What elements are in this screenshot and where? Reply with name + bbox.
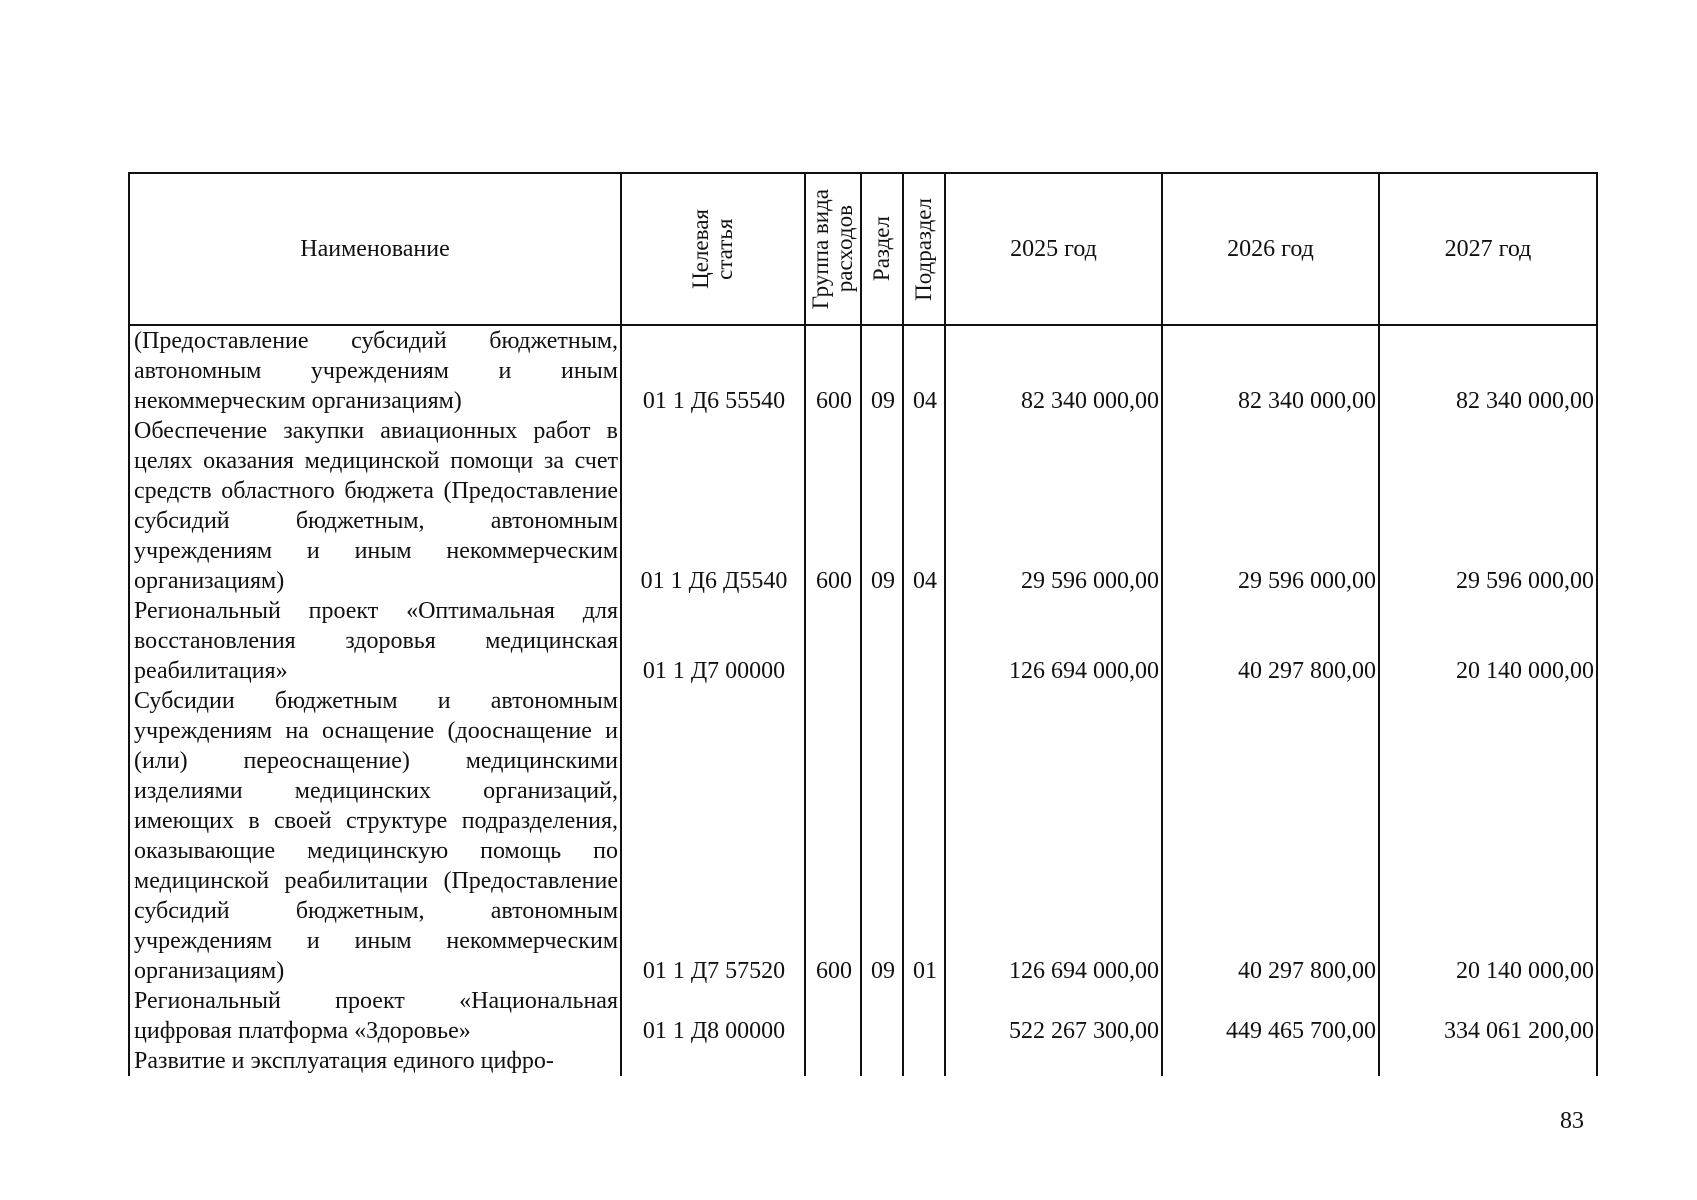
cell-target-article: 01 1 Д6 55540 [621,325,805,416]
cell-section [861,596,903,686]
cell-2026: 40 297 800,00 [1162,686,1379,986]
cell-2025 [945,1046,1162,1076]
cell-2025: 126 694 000,00 [945,686,1162,986]
cell-expense-group [805,1046,861,1076]
cell-section [861,986,903,1046]
header-target-article: Целевая статья [621,173,805,325]
cell-section [861,1046,903,1076]
cell-expense-group: 600 [805,416,861,596]
cell-name: Субсидии бюджетным и автономным учреждениям на оснащение (дооснащение и (или) переоснащение) медицинскими изделиями медицинских организаций, имеющих в своей структуре подразделения, оказывающие медицинскую помощь по медицинской реабилитации (Предоставление субсидий бюджетным, автономным учреждениям и иным некоммерческим организациям) [129,686,621,986]
cell-subsection: 01 [903,686,945,986]
cell-2027: 29 596 000,00 [1379,416,1597,596]
cell-target-article [621,1046,805,1076]
cell-name: Региональный проект «Национальная цифровая платформа «Здоровье» [129,986,621,1046]
cell-subsection [903,596,945,686]
cell-subsection [903,986,945,1046]
cell-section: 09 [861,686,903,986]
header-year-2026: 2026 год [1162,173,1379,325]
budget-table [128,172,1598,1076]
cell-2027: 20 140 000,00 [1379,686,1597,986]
header-year-2025: 2025 год [945,173,1162,325]
cell-name: Региональный проект «Оптимальная для восстановления здоровья медицинская реабилитация» [129,596,621,686]
cell-section: 09 [861,416,903,596]
cell-expense-group: 600 [805,325,861,416]
page-number: 83 [1560,1108,1584,1134]
cell-2025: 522 267 300,00 [945,986,1162,1046]
cell-2026: 449 465 700,00 [1162,986,1379,1046]
cell-2027 [1379,1046,1597,1076]
cell-subsection [903,1046,945,1076]
cell-2025: 82 340 000,00 [945,325,1162,416]
header-year-2027: 2027 год [1379,173,1597,325]
header-name: Наименование [129,173,621,325]
cell-target-article: 01 1 Д7 00000 [621,596,805,686]
table-row [129,1046,1597,1076]
cell-target-article: 01 1 Д8 00000 [621,986,805,1046]
cell-subsection: 04 [903,325,945,416]
cell-subsection: 04 [903,416,945,596]
table-row [129,325,1597,416]
cell-name: (Предоставление субсидий бюджетным, автономным учреждениям и иным некоммерческим организациям) [129,325,621,416]
cell-2026: 40 297 800,00 [1162,596,1379,686]
cell-name: Обеспечение закупки авиационных работ в целях оказания медицинской помощи за счет средств областного бюджета (Предоставление субсидий бюджетным, автономным учреждениям и иным некоммерческим организациям) [129,416,621,596]
cell-2027: 20 140 000,00 [1379,596,1597,686]
cell-target-article: 01 1 Д6 Д5540 [621,416,805,596]
cell-2026: 82 340 000,00 [1162,325,1379,416]
cell-2027: 82 340 000,00 [1379,325,1597,416]
cell-2026: 29 596 000,00 [1162,416,1379,596]
cell-expense-group [805,986,861,1046]
table-row [129,686,1597,986]
cell-2025: 126 694 000,00 [945,596,1162,686]
header-expense-group: Группа вида расходов [805,173,861,325]
cell-expense-group [805,596,861,686]
table-row [129,596,1597,686]
cell-2026 [1162,1046,1379,1076]
table-row [129,986,1597,1046]
table-row [129,416,1597,596]
table-header-row [129,173,1597,325]
cell-2025: 29 596 000,00 [945,416,1162,596]
cell-name: Развитие и эксплуатация единого цифро- [129,1046,621,1076]
header-section: Раздел [861,173,903,325]
cell-2027: 334 061 200,00 [1379,986,1597,1046]
cell-target-article: 01 1 Д7 57520 [621,686,805,986]
header-subsection: Подраздел [903,173,945,325]
cell-section: 09 [861,325,903,416]
cell-expense-group: 600 [805,686,861,986]
